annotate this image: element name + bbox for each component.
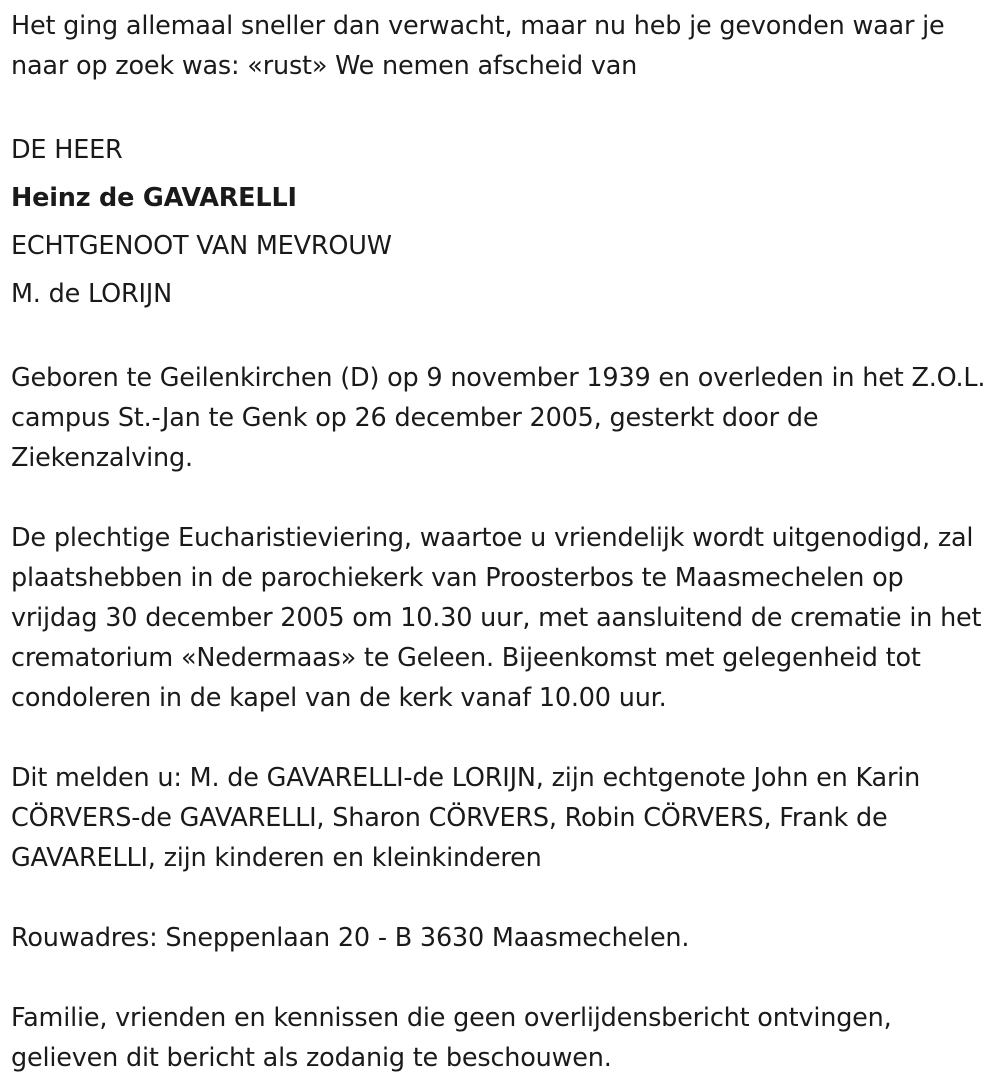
salutation: DE HEER	[11, 135, 123, 165]
intro-paragraph: Het ging allemaal sneller dan verwacht, maar nu heb je gevonden waar je naar op zoek was: «rust» We nemen afscheid van	[11, 11, 945, 81]
announcers-paragraph: Dit melden u: M. de GAVARELLI-de LORIJN, zijn echtgenote John en Karin CÖRVERS-de GAVARELLI, Sharon CÖRVERS, Robin CÖRVERS, Frank de GAVARELLI, zijn kinderen en kleinkinderen	[11, 763, 921, 873]
deceased-name: Heinz de GAVARELLI	[11, 183, 297, 213]
spouse-title: ECHTGENOOT VAN MEVROUW	[11, 231, 392, 261]
spouse-name: M. de LORIJN	[11, 279, 172, 309]
ceremony-paragraph: De plechtige Eucharistieviering, waartoe u vriendelijk wordt uitgenodigd, zal plaatshebben in de parochiekerk van Proosterbos te Maasmechelen op vrijdag 30 december 2005 om 10.30 uur, met aansluitend de crematie in het crematorium «Nedermaas» te Geleen. Bijeenkomst met gelegenheid tot condoleren in de kapel van de kerk vanaf 10.00 uur.	[11, 523, 982, 713]
address-paragraph: Rouwadres: Sneppenlaan 20 - B 3630 Maasmechelen.	[11, 923, 690, 953]
deceased-block	[11, 126, 991, 318]
birth-death-paragraph: Geboren te Geilenkirchen (D) op 9 november 1939 en overleden in het Z.O.L. campus St.-Jan te Genk op 26 december 2005, gesterkt door de Ziekenzalving.	[11, 363, 986, 473]
closing-paragraph: Familie, vrienden en kennissen die geen overlijdensbericht ontvingen, gelieven dit bericht als zodanig te beschouwen.	[11, 1003, 892, 1073]
obituary-document	[11, 6, 991, 1078]
